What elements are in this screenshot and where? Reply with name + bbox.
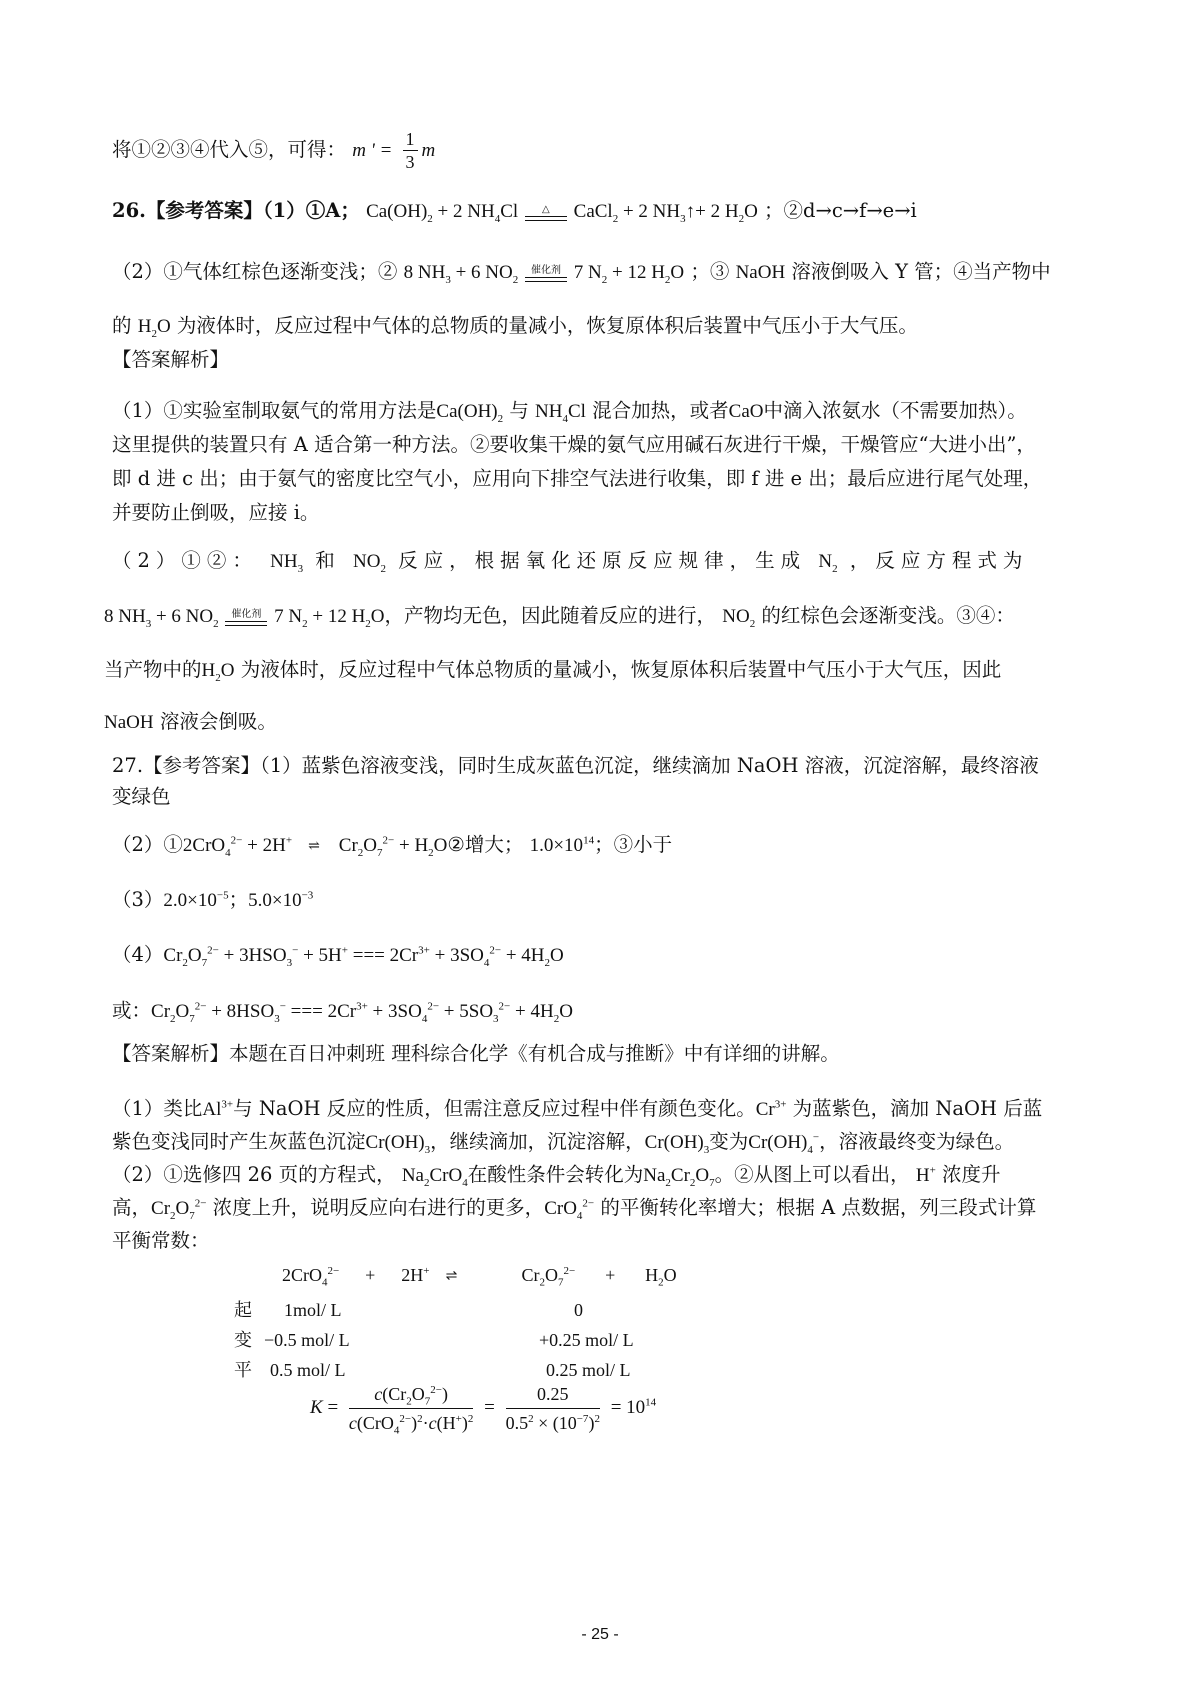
initial-cro4: 1mol/ L: [284, 1300, 342, 1320]
heat-condition: [523, 204, 569, 221]
q26-a1e: 中滴入浓氨水（不需要加热）。: [763, 399, 1027, 422]
q26-analysis-line8: [104, 707, 1100, 738]
q26-answer-line3: [112, 311, 1100, 342]
q27-p2a: （2）①: [112, 833, 183, 856]
eq-t: + 2 NH: [622, 201, 681, 222]
q26-a3: 即 d 进 c 出；由于氨气的密度比空气小，应用向下排空气法进行收集，即 f 进 e 出；最后应进行尾气处理，: [112, 467, 1043, 490]
na2cro4-formula: $Na_2CrO_4$: [401, 1165, 468, 1189]
q27-b2d: ，溶液最终变为绿色。: [819, 1130, 1015, 1153]
eq-redox-2: $Cr_2O_7^{2-} + 8HSO_3^-$ === $2Cr^{3+} + 3SO_4^{2-} + 5SO_3^{2-} + 4H_2O$: [151, 1000, 573, 1025]
eq-t: + 2 NH: [437, 201, 495, 222]
q27-b1c: 为蓝紫色，滴加 NaOH 后蓝: [792, 1097, 1043, 1120]
h-ion: H+: [915, 1164, 936, 1186]
q27-b4a: 高，: [112, 1196, 152, 1219]
eq-ammonia-lab: $Ca(OH)_2 + 2$ $NH_4Cl$ △ CaCl$_2$ + 2 $NH_3↑+ 2$ $H_2O$: [366, 201, 758, 225]
q26-a6a: ，产物均无色，因此随着反应的进行，: [384, 604, 717, 627]
q27-analysis-heading: [112, 1039, 1100, 1069]
q26-p2a: （2）①气体红棕色逐渐变浅；②: [112, 260, 398, 283]
eq-cr2o7: 0.25 mol/ L: [546, 1360, 631, 1380]
naoh-formula-2: NaOH: [104, 712, 154, 733]
q27-b1b: 与 NaOH 反应的性质，但需注意反应过程中伴有颜色变化。: [233, 1097, 756, 1120]
ice-table-header: 2CrO$_4^{2-}$ + 2H+ ⇌ $Cr_2O_7^{2-} + H_2O$: [282, 1265, 677, 1289]
q26-analysis-line2: [112, 430, 1100, 460]
q26-answer-line1: [112, 196, 1100, 227]
conc-1-base: 2.0×10: [163, 890, 217, 911]
equals-bar: [525, 277, 567, 282]
ice-row-change: [234, 1326, 634, 1352]
q26-a5d: ，反应方程式为: [849, 549, 1029, 572]
k-fraction-1: $c(Cr_2O_7^{2-})$ $c(CrO_4^{2-})^2\cdot c(H^+)^2$: [349, 1380, 473, 1437]
equilibrium-constant-expression: K = $c(Cr_2O_7^{2-})$ $c(CrO_4^{2-})^2\cdot c(H^+)^2$ = $\frac{0.25}{0.5^2 \times (10^{-7})^2}$ = $10^{14}$: [310, 1380, 656, 1437]
catalyst-condition-2: [223, 609, 269, 626]
q27-b1a: （1）类比: [112, 1097, 203, 1120]
q27-answer-line2: [112, 830, 1100, 862]
cr2o7-ion: $Cr_2O_7^{2-}$: [151, 1197, 207, 1222]
cr3-ion: $Cr^{3+}$: [755, 1098, 787, 1120]
ice-row-equilibrium: [234, 1356, 631, 1382]
q26-analysis-line4: [112, 498, 1100, 528]
frac-num: 1: [403, 128, 418, 151]
heat-symbol: △: [542, 204, 550, 216]
no2-formula-2: $NO_2$: [722, 606, 756, 630]
q26-analysis-heading: [112, 345, 1100, 375]
q26-a7b: 为液体时，反应过程中气体总物质的量减小，恢复原体积后装置中气压小于大气压，因此: [240, 658, 1002, 681]
q26-heading: 26.【参考答案】（1）①A；: [112, 199, 360, 222]
q27-p4a: （4）: [112, 943, 164, 966]
analysis-heading: 【答案解析】: [112, 348, 230, 371]
conc-2-exp: −3: [301, 889, 314, 902]
q26-p2c: 溶液倒吸入 Y 管；④当产物中: [791, 260, 1051, 283]
eq-nh3-no2: 8 $NH_3 + 6$ $NO_2$ 催化剂 7 $N_2 + 12$ $H_2O$: [403, 262, 685, 286]
eq-redox-1: $Cr_2O_7^{2-} + 3HSO_3^- + 5H^+$ === $2Cr^{3+} + 3SO_4^{2-} + 4H_2O$: [163, 944, 564, 969]
conc-1: [163, 890, 228, 911]
row-label-change: 变: [234, 1330, 252, 1350]
caoh2-formula: $Ca(OH)_2$: [436, 401, 504, 425]
eq-t: Cl: [500, 201, 519, 222]
one-third-fraction: [403, 128, 418, 173]
q27-heading: 27.【参考答案】（1）蓝紫色溶液变浅，同时生成灰蓝色沉淀，继续滴加 NaOH 溶液，沉淀溶解，最终溶液: [112, 754, 1039, 777]
q27-b3b: 在酸性条件会转化为: [467, 1163, 644, 1186]
q26-analysis-line5: [112, 546, 1100, 577]
nh4cl-formula: $NH_4Cl$: [535, 401, 586, 425]
q27-b2c: 变为: [709, 1130, 749, 1153]
equals-bar: [525, 216, 567, 221]
no2-formula: $NO_2$: [353, 551, 386, 575]
q26-p3b: 为液体时，反应过程中气体的总物质的量减小，恢复原体积后装置中气压小于大气压。: [176, 314, 918, 337]
eq-cro4: 0.5 mol/ L: [270, 1360, 346, 1380]
q27-answer-line3: [112, 885, 1100, 916]
q27-p2b: ②增大；: [447, 833, 524, 856]
catalyst-condition: [523, 265, 569, 282]
q27-analysis: 【答案解析】本题在百日冲刺班 理科综合化学《有机合成与推断》中有详细的讲解。: [112, 1042, 840, 1065]
q27-p2c: ；③小于: [594, 833, 673, 856]
q27-analysis-line1: [112, 1094, 1100, 1125]
eq-t: CaCl: [573, 201, 613, 222]
croh3-formula-2: $Cr(OH)_3$: [644, 1132, 710, 1156]
q27-b3d: 浓度升: [942, 1163, 1001, 1186]
initial-cr2o7: 0: [574, 1300, 583, 1320]
m-prime: m ' =: [352, 140, 393, 161]
q26-p3a: 的: [112, 314, 132, 337]
croh4-ion: $Cr(OH)_4^-$: [748, 1131, 820, 1156]
n2-formula: $N_2$: [818, 551, 838, 575]
q27-analysis-line3: [112, 1160, 1100, 1191]
k-value: $1.0\times 10^{14}$: [529, 834, 595, 856]
catalyst-label: 催化剂: [231, 609, 262, 621]
q26-a5a: （2）①②：: [112, 549, 258, 572]
m-var: m: [421, 140, 436, 161]
frac-den: 3: [405, 152, 415, 172]
q26-p2b: ；③: [690, 260, 730, 283]
q27-answer-line5: [112, 996, 1100, 1027]
croh3-formula: $Cr(OH)_3$: [365, 1132, 431, 1156]
q26-a7a: 当产物中的: [104, 658, 202, 681]
ice-row-initial: [234, 1296, 583, 1322]
q26-a5c: 反应，根据氧化还原反应规律，生成: [398, 549, 807, 572]
q26-tail: ；②d→c→f→e→i: [764, 199, 917, 222]
q27-b4b: 浓度上升，说明反应向右进行的更多，: [212, 1196, 545, 1219]
q26-analysis-line3: [112, 464, 1100, 494]
q26-a1c: 混合加热，或者: [592, 399, 729, 422]
q26-a4: 并要防止倒吸，应接 i。: [112, 501, 320, 524]
q26-a6b: 的红棕色会逐渐变浅。③④：: [761, 604, 1015, 627]
water-formula-2: $H_2O$: [201, 660, 235, 684]
na2cr2o7-formula: $Na_2Cr_2O_7$: [643, 1165, 715, 1189]
conc-1-exp: −5: [216, 889, 229, 902]
eq-t: ↑+ 2 H: [685, 201, 739, 222]
equals-bar: [225, 621, 267, 626]
q26-analysis-line6: [104, 601, 1100, 632]
row-label-initial: 起: [234, 1300, 252, 1320]
k-result: 10: [626, 1396, 646, 1418]
q27-analysis-line5: [112, 1226, 1100, 1256]
q27-heading2: 变绿色: [112, 785, 171, 808]
k-fraction-2: $\frac{0.25}{0.5^2 \times (10^{-7})^2}$: [506, 1380, 600, 1437]
q26-a8: 溶液会倒吸。: [159, 710, 277, 733]
al3-ion: $Al^{3+}$: [202, 1098, 234, 1120]
k-numerator: 0.25: [506, 1380, 600, 1409]
q27-answer-line1b: [112, 782, 1100, 812]
q27-answer-line4: [112, 940, 1100, 971]
q27-b2b: ，继续滴加，沉淀溶解，: [430, 1130, 645, 1153]
change-cro4: −0.5 mol/ L: [264, 1330, 350, 1350]
q26-a2: 这里提供的装置只有 A 适合第一种方法。②要收集干燥的氨气应用碱石灰进行干燥，干燥管应“大进小出”，: [112, 433, 1036, 456]
catalyst-label: 催化剂: [531, 265, 561, 277]
eq-chromate: 2CrO$_4^{2-}$ + 2H+ ⇌ $Cr_2O_7^{2-} + H_2O$: [183, 835, 447, 856]
q27-p3a: （3）: [112, 888, 164, 911]
q26-analysis-line1: [112, 396, 1100, 427]
substitution-line: [112, 128, 1100, 173]
water-formula: $H_2O$: [137, 316, 171, 340]
conc-2: [248, 890, 313, 911]
eq-t: O: [744, 201, 758, 222]
q27-b2a: 紫色变浅同时产生灰蓝色沉淀: [112, 1130, 366, 1153]
q27-b3a: （2）①选修四 26 页的方程式，: [112, 1163, 396, 1186]
substitution-text: 将①②③④代入⑤，可得：: [112, 138, 347, 161]
eq-t: Ca(OH): [366, 201, 428, 222]
q27-analysis-line2: [112, 1127, 1100, 1158]
cao-formula: CaO: [728, 401, 764, 422]
q27-p5a: 或：: [112, 999, 152, 1022]
change-cr2o7: +0.25 mol/ L: [539, 1330, 634, 1350]
eq-nh3-no2-2: 8 $NH_3 + 6$ $NO_2$ 催化剂 7 $N_2 + 12$ $H_2O$: [104, 606, 385, 630]
q26-answer-line2: [112, 257, 1100, 288]
q26-a1b: 与: [509, 399, 529, 422]
q27-b4c: 的平衡转化率增大；根据 A 点数据，列三段式计算: [600, 1196, 1037, 1219]
reversible-arrow: ⇌: [308, 838, 318, 854]
page-number: - 25 -: [581, 1626, 619, 1643]
row-label-eq: 平: [234, 1360, 252, 1380]
q26-analysis-line7: [104, 655, 1100, 686]
q27-b5: 平衡常数：: [112, 1229, 210, 1252]
q27-analysis-line4: [112, 1193, 1100, 1224]
q26-a5b: 和: [315, 549, 341, 572]
conc-2-base: 5.0×10: [248, 890, 302, 911]
sep: ；: [228, 888, 249, 911]
q26-a1a: （1）①实验室制取氨气的常用方法是: [112, 399, 437, 422]
q27-b3c: 。②从图上可以看出，: [714, 1163, 910, 1186]
cro4-ion: CrO$_4^{2-}$: [544, 1197, 595, 1222]
nh3-formula: $NH_3$: [270, 551, 304, 575]
naoh-formula: NaOH: [735, 262, 786, 283]
reversible-arrow-2: ⇌: [445, 1269, 456, 1285]
q27-answer-line1: [112, 751, 1100, 781]
